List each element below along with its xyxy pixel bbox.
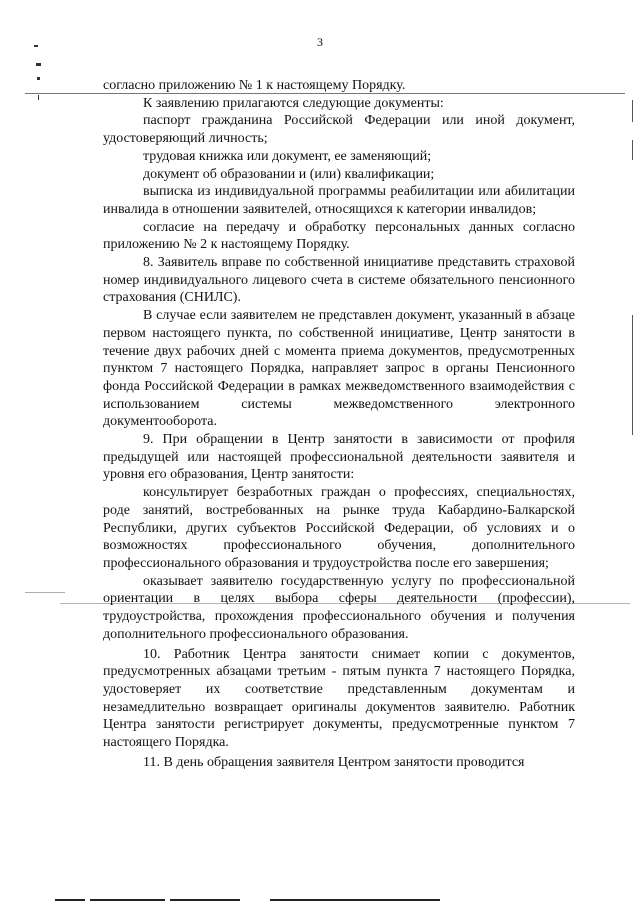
scan-mark [36,63,41,66]
edge-tick [632,100,633,122]
paragraph: 11. В день обращения заявителя Центром занятости проводится [143,754,525,770]
scan-mark [38,95,39,100]
paragraph: консультирует безработных граждан о профессиях, специальностях, роде занятий, востребованных на рынке труда Кабардино-Балкарской Республики, других субъектов Российской Федерации, об условиях и о возможностях профессионального обучения, дополнительного профессионального образования и трудоустройства после его завершения; [103,485,575,571]
paragraph: оказывает заявителю государственную услугу по профессиональной ориентации в целях выбора сферы деятельности (профессии), трудоустройства, прохождения профессионального обучения и получения дополнительного профессионального образования. [103,573,575,642]
paragraph: 9. При обращении в Центр занятости в зависимости от профиля предыдущей или настоящей профессиональной деятельности заявителя и уровня его образования, Центр занятости: [103,432,575,483]
scan-mark [34,45,38,47]
scan-bar [170,899,240,901]
paragraph: документ об образовании и (или) квалификации; [143,166,435,182]
scan-bar [90,899,165,901]
scan-bar [55,899,85,901]
paragraph: согласно приложению № 1 к настоящему Порядку. [103,78,406,93]
paragraph: 8. Заявитель вправе по собственной инициативе представить страховой номер индивидуального лицевого счета в системе обязательного пенсионного страхования (СНИЛС). [103,255,575,306]
scan-mark [37,77,40,80]
paragraph: В случае если заявителем не представлен документ, указанный в абзаце первом настоящего пункта, по собственной инициативе, Центр занятости в течение двух рабочих дней с момента приема документов, предусмотренных пунктом 7 настоящего Порядка, направляет запрос в органы Пенсионного фонда Российской Федерации в рамках межведомственного взаимодействия с использованием системы межведомственного электронного документооборота. [103,308,575,430]
edge-tick [632,315,633,435]
paragraph: 10. Работник Центра занятости снимает копии с документов, предусмотренных абзацами третьим - пятым пункта 7 настоящего Порядка, удостоверяет их соответствие представленным документам и незамедлительно возвращает оригиналы документов заявителю. Работник Центра занятости регистрирует документы, предусмотренные пунктом 7 настоящего Порядка. [103,646,575,751]
paragraph: согласие на передачу и обработку персональных данных согласно приложению № 2 к настоящему Порядку. [103,219,575,253]
page-number: 3 [317,35,323,49]
paragraph: трудовая книжка или документ, ее заменяющий; [143,148,432,164]
document-body [103,77,575,771]
scan-bar [270,899,440,901]
paragraph: К заявлению прилагаются следующие документы: [143,95,444,111]
paragraph: выписка из индивидуальной программы реабилитации или абилитации инвалида в отношении заявителей, относящихся к категории инвалидов; [103,184,575,217]
paragraph: паспорт гражданина Российской Федерации или иной документ, удостоверяющий личность; [103,113,575,147]
scan-line [25,592,65,593]
edge-tick [632,140,633,160]
